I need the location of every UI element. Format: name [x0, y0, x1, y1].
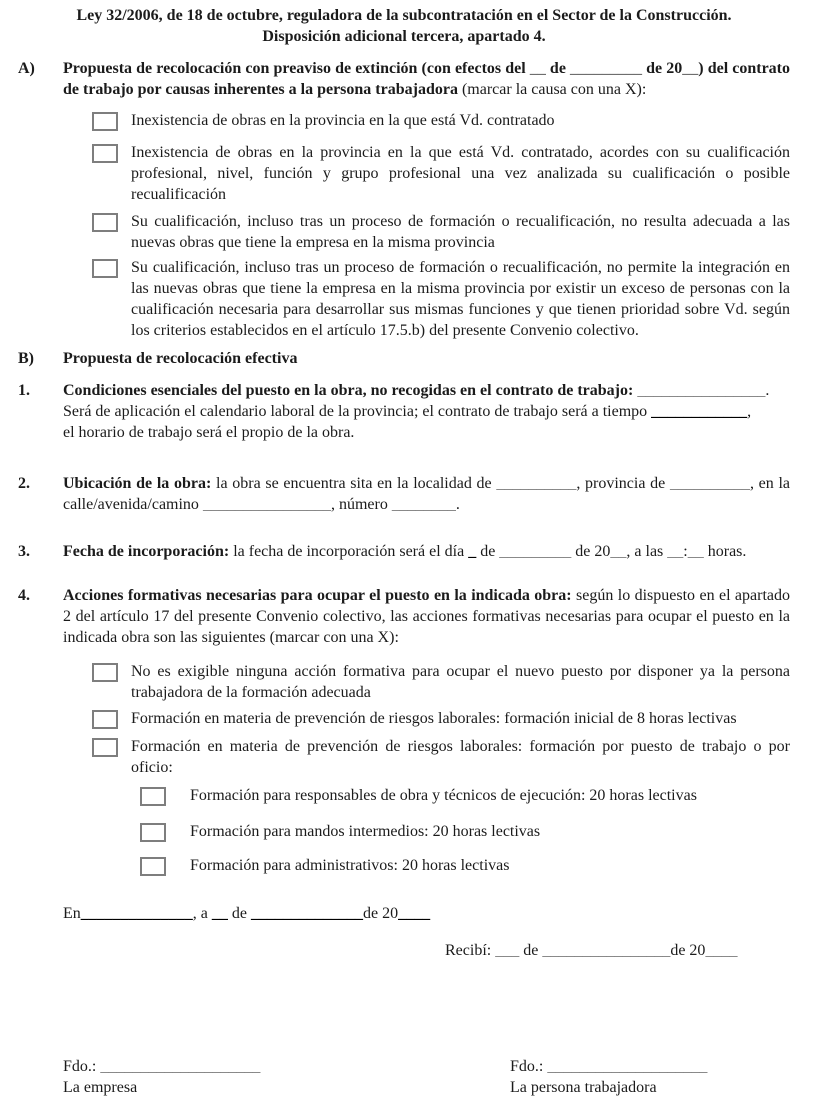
- blank-field[interactable]: ________________: [202, 496, 331, 513]
- item-text: según lo dispuesto en el apartado 2 del artículo 17 del presente Convenio colectivo, las acciones formativas necesarias para ocupar el puesto en la indicada obra son las siguientes (marcar con una X):: [63, 587, 791, 646]
- item-2: [18, 473, 790, 515]
- heading-text: ) del contrato de trabajo por causas inherentes a la persona trabajadora: [63, 60, 790, 98]
- sub-option-row: [140, 821, 790, 842]
- option-row: [92, 736, 790, 778]
- sub-option-row: [140, 855, 790, 876]
- option-label: Su cualificación, incluso tras un proceso de formación o recualificación, no permite la integración en las nuevas obras que tiene la empresa en la misma provincia por existir un exceso de personas con la cualificación necesaria para desarrollar sus mismas funciones y que tienen prioridad sobre Vd. según los criterios establecidos en el artículo 17.5.b) del presente Convenio colectivo.: [131, 259, 790, 339]
- checkbox[interactable]: [92, 259, 118, 278]
- option-label: Inexistencia de obras en la provincia en la que está Vd. contratado, acordes con su cualificación profesional, nivel, función y grupo profesional una vez analizada su cualificación o posible recualificación: [131, 144, 790, 203]
- blank-field[interactable]: _________: [499, 543, 572, 560]
- heading-text: de 20: [642, 60, 683, 77]
- item-number: 2.: [18, 475, 30, 492]
- fdo-line: [510, 1056, 790, 1077]
- option-label: Inexistencia de obras en la provincia en la que está Vd. contratado: [131, 112, 555, 129]
- blank-field[interactable]: ____________: [651, 403, 748, 420]
- fdo-label: Fdo.:: [63, 1058, 101, 1075]
- blank-field[interactable]: ________________: [637, 382, 766, 399]
- item-text: la obra se encuentra sita en la localidad de: [216, 475, 497, 492]
- option-row: [92, 661, 790, 703]
- item-number: 1.: [18, 382, 30, 399]
- form-title: Ley 32/2006, de 18 de octubre, reguladora de la subcontratación en el Sector de la Construcción.: [76, 7, 732, 24]
- item-text: , en la calle/avenida/camino: [63, 475, 790, 513]
- checkbox[interactable]: [92, 213, 118, 232]
- blank-field[interactable]: _________: [570, 60, 643, 77]
- blank-field[interactable]: __________: [496, 475, 577, 492]
- recibi-line: [445, 940, 790, 961]
- option-label: Formación en materia de prevención de riesgos laborales: formación por puesto de trabajo o por oficio:: [131, 738, 790, 776]
- item-text: :: [683, 543, 688, 560]
- heading-text: Propuesta de recolocación con preaviso de extinción (con efectos del: [63, 60, 530, 77]
- option-label: Formación en materia de prevención de riesgos laborales: formación inicial de 8 horas lectivas: [131, 710, 737, 727]
- fdo-line: [63, 1056, 510, 1077]
- option-label: Formación para administrativos: 20 horas lectivas: [190, 857, 510, 874]
- signature-row: [63, 1056, 790, 1098]
- signature-worker: [510, 1056, 790, 1098]
- item-4: [18, 585, 790, 648]
- item-number: 4.: [18, 587, 30, 604]
- blank-field[interactable]: __: [610, 543, 627, 560]
- option-row: [92, 708, 790, 729]
- checkbox[interactable]: [92, 663, 118, 682]
- blank-field[interactable]: __: [529, 60, 546, 77]
- item-3: [18, 541, 790, 562]
- signature-company: [63, 1056, 510, 1098]
- item-text: horas.: [703, 543, 747, 560]
- option-row: [92, 211, 790, 253]
- form-title-block: [18, 5, 790, 47]
- section-a-heading: [63, 58, 790, 100]
- blank-field[interactable]: __________: [669, 475, 750, 492]
- form-subtitle: Disposición adicional tercera, apartado 4.: [262, 28, 546, 45]
- blank-field[interactable]: __: [682, 60, 699, 77]
- option-label: Formación para responsables de obra y técnicos de ejecución: 20 horas lectivas: [190, 787, 697, 804]
- recibi-text: de 20: [670, 942, 706, 959]
- date-text: de 20: [363, 905, 399, 922]
- option-label: No es exigible ninguna acción formativa para ocupar el nuevo puesto por disponer ya la persona trabajadora de la formación adecuada: [131, 663, 790, 701]
- item-1: [18, 380, 790, 443]
- checkbox[interactable]: [140, 823, 166, 842]
- section-b-heading: Propuesta de recolocación efectiva: [63, 350, 298, 367]
- recibi-text: Recibí:: [445, 942, 496, 959]
- item-text: de 20: [571, 543, 611, 560]
- option-row: [92, 257, 790, 341]
- item-text: , provincia de: [576, 475, 670, 492]
- item-text: .: [455, 496, 460, 513]
- item-text: Será de aplicación el calendario laboral de la provincia; el contrato de trabajo será a tiempo: [63, 403, 652, 420]
- checkbox[interactable]: [92, 738, 118, 757]
- heading-note: (marcar la causa con una X):: [461, 81, 647, 98]
- item-heading: Acciones formativas necesarias para ocupar el puesto en la indicada obra:: [63, 587, 577, 604]
- option-label: Formación para mandos intermedios: 20 horas lectivas: [190, 823, 541, 840]
- signature-blank[interactable]: ____________________: [100, 1058, 261, 1075]
- blank-field[interactable]: ______________: [251, 905, 363, 922]
- sub-option-row: [140, 785, 790, 806]
- checkbox[interactable]: [140, 787, 166, 806]
- item-heading: Ubicación de la obra:: [63, 475, 216, 492]
- signer-label: La persona trabajadora: [510, 1079, 657, 1096]
- item-4-body: [63, 585, 790, 648]
- option-row: [92, 142, 790, 205]
- blank-field[interactable]: ______________: [80, 905, 193, 922]
- item-heading: Fecha de incorporación:: [63, 543, 234, 560]
- blank-field[interactable]: ____: [705, 942, 738, 959]
- blank-field[interactable]: ___: [495, 942, 520, 959]
- item-text: .: [765, 382, 770, 399]
- item-text: el horario de trabajo será el propio de la obra.: [63, 424, 355, 441]
- section-a: [18, 58, 790, 100]
- checkbox[interactable]: [92, 710, 118, 729]
- fdo-label: Fdo.:: [510, 1058, 548, 1075]
- item-text: , número: [330, 496, 392, 513]
- section-a-label: A): [18, 60, 35, 77]
- date-text: En: [63, 905, 81, 922]
- checkbox[interactable]: [92, 112, 118, 131]
- item-heading: Condiciones esenciales del puesto en la obra, no recogidas en el contrato de trabajo:: [63, 382, 638, 399]
- signer-label: La empresa: [63, 1079, 138, 1096]
- item-1-body: [63, 380, 790, 443]
- item-2-body: [63, 473, 790, 515]
- date-text: de: [227, 905, 251, 922]
- section-b: [18, 348, 790, 369]
- blank-field[interactable]: ________________: [542, 942, 671, 959]
- item-3-body: [63, 541, 790, 562]
- checkbox[interactable]: [140, 857, 166, 876]
- recibi-text: de: [519, 942, 543, 959]
- item-text: , a las: [626, 543, 668, 560]
- item-text: de: [476, 543, 500, 560]
- blank-field[interactable]: __: [687, 543, 704, 560]
- blank-field[interactable]: ________: [391, 496, 456, 513]
- blank-field[interactable]: __: [667, 543, 684, 560]
- item-text: ,: [747, 403, 752, 420]
- item-text: la fecha de incorporación será el día: [233, 543, 469, 560]
- option-label: Su cualificación, incluso tras un proceso de formación o recualificación, no resulta adecuada a las nuevas obras que tiene la empresa en la misma provincia: [131, 213, 790, 251]
- heading-text: de: [545, 60, 571, 77]
- item-number: 3.: [18, 543, 30, 560]
- blank-field[interactable]: ____: [398, 905, 431, 922]
- date-line: [63, 903, 790, 924]
- section-b-label: B): [18, 350, 34, 367]
- signature-blank[interactable]: ____________________: [547, 1058, 708, 1075]
- checkbox[interactable]: [92, 144, 118, 163]
- blank-field[interactable]: _: [468, 543, 477, 560]
- blank-field[interactable]: __: [211, 905, 228, 922]
- option-row: [92, 110, 790, 131]
- date-text: , a: [192, 905, 212, 922]
